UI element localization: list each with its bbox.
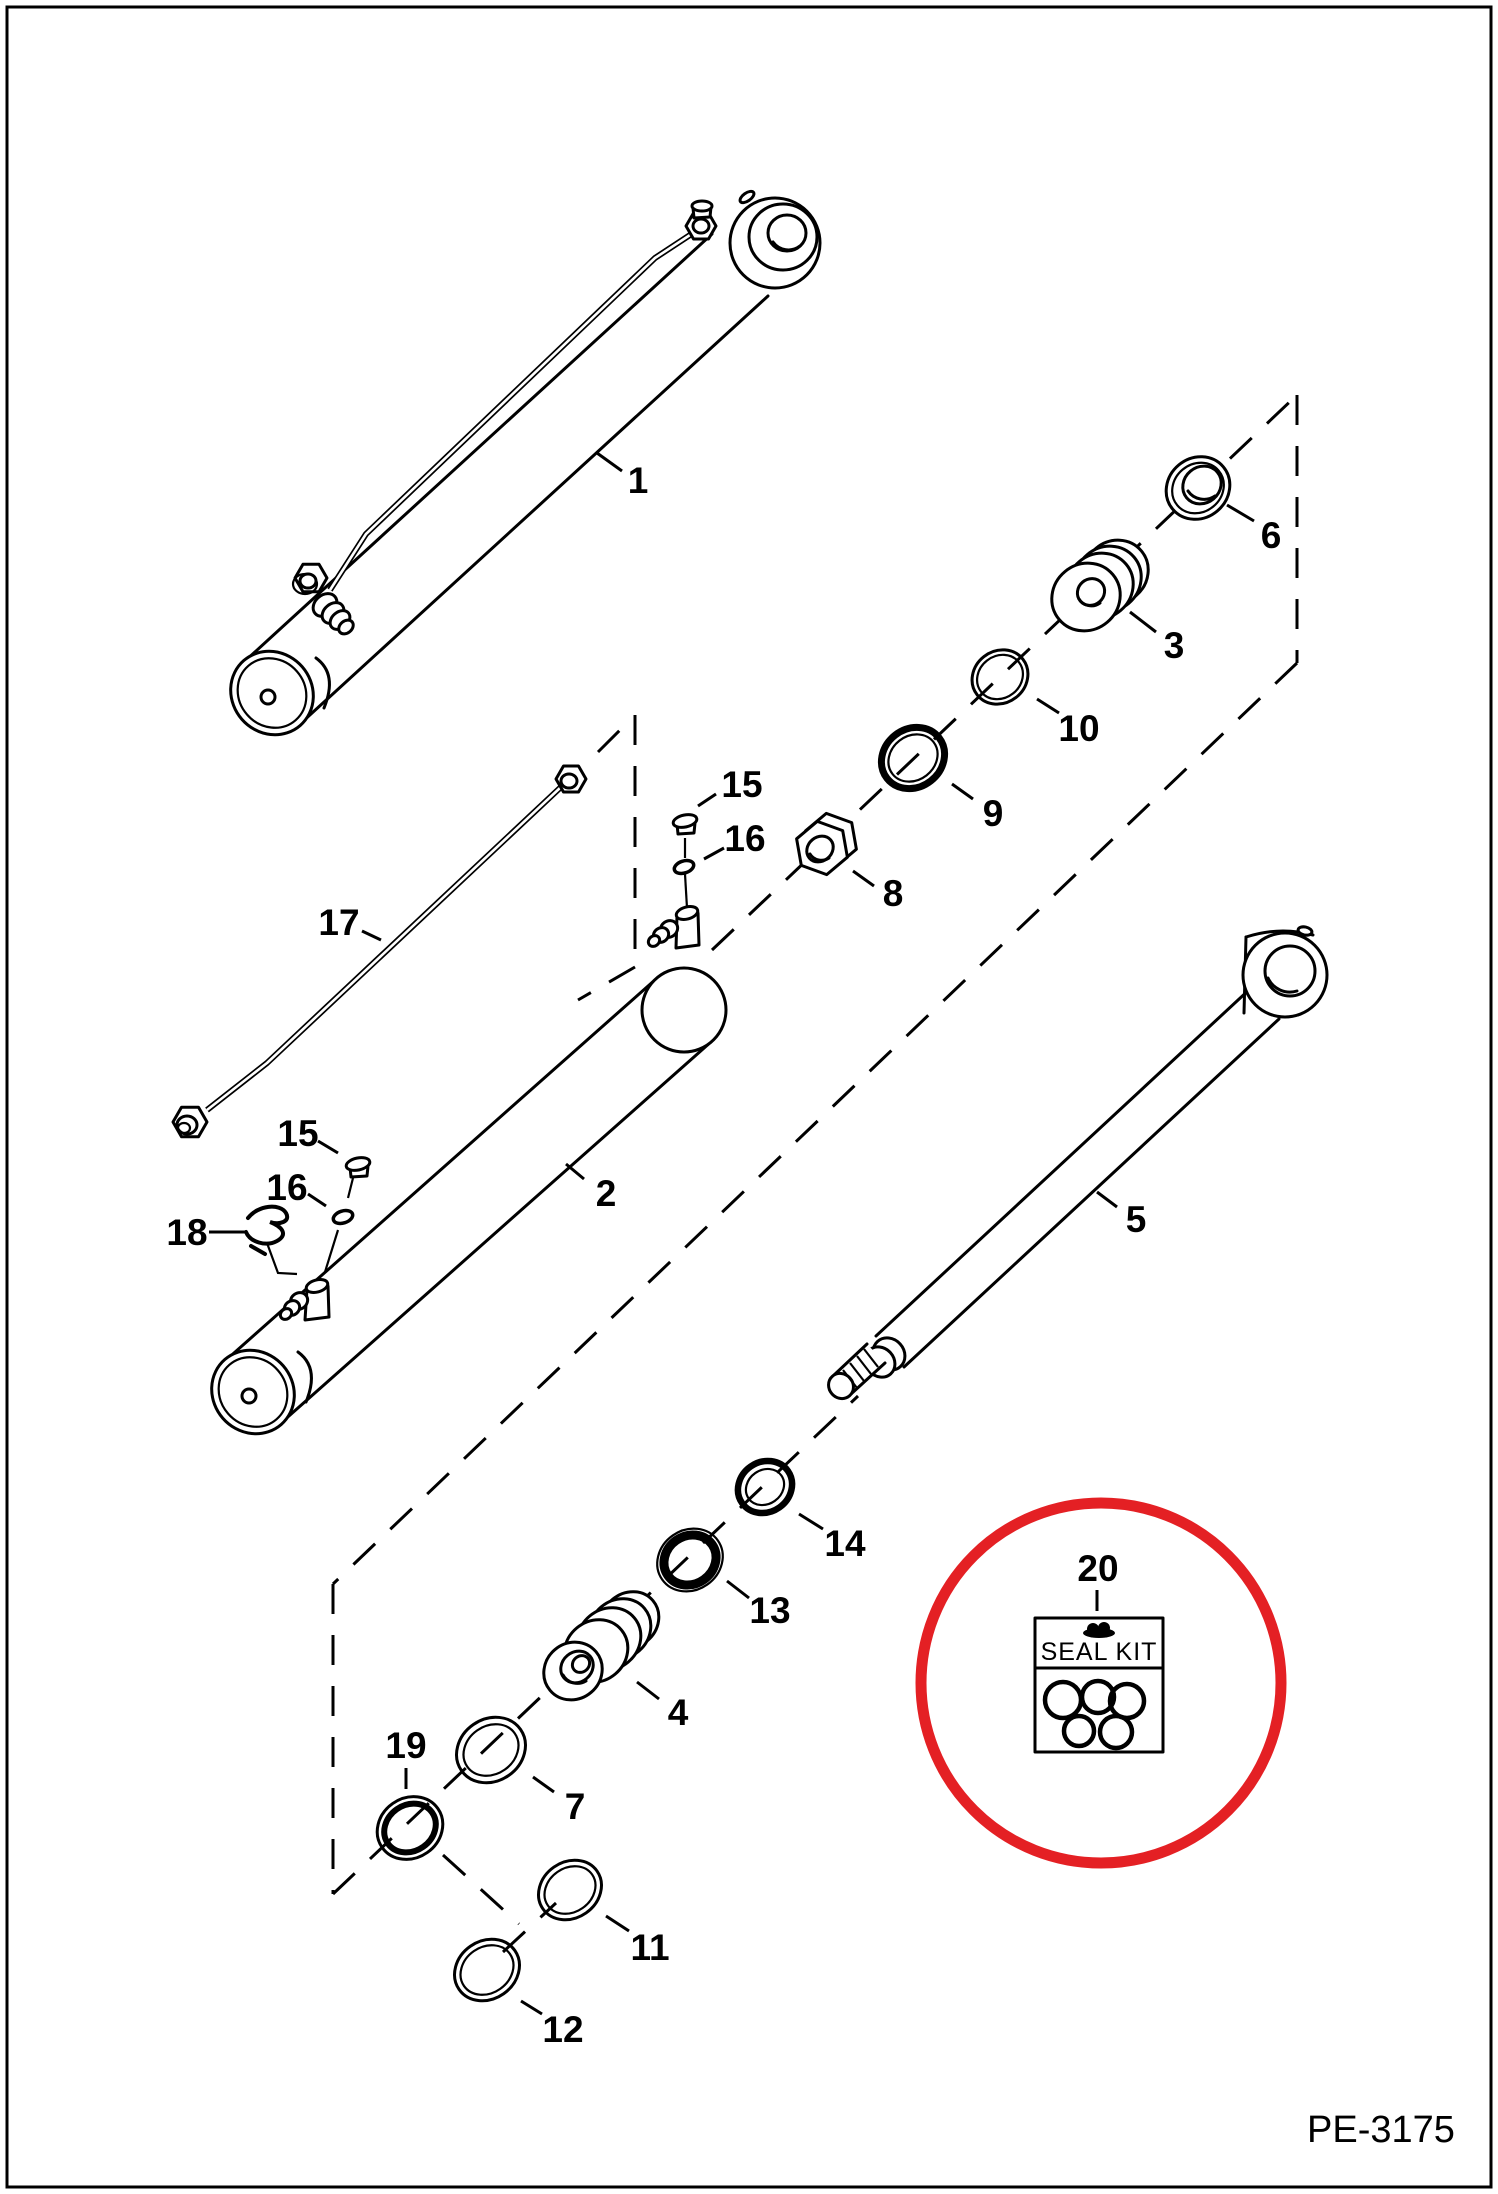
part-16-o-ring-top [673, 858, 696, 876]
callout-leader-16 [308, 1194, 326, 1206]
callout-leader-10 [1037, 699, 1059, 713]
tube-17 [173, 766, 586, 1137]
callout-leader-6 [1227, 505, 1254, 521]
page-border [7, 7, 1491, 2187]
callout-leader-5 [1097, 1192, 1117, 1207]
callout-leader-1 [597, 453, 622, 471]
figure-code: PE-3175 [1307, 2109, 1455, 2151]
callout-2: 2 [595, 1173, 617, 1214]
callout-leader-15 [318, 1141, 338, 1153]
callout-leader-13 [727, 1581, 749, 1598]
callout-leader-15 [698, 794, 716, 806]
callout-3: 3 [1163, 625, 1185, 666]
callout-5: 5 [1125, 1199, 1147, 1240]
callout-16: 16 [266, 1167, 308, 1208]
part-3-piston [1038, 527, 1161, 645]
callout-leader-11 [606, 1916, 629, 1931]
callout-12: 12 [542, 2009, 584, 2050]
callout-8: 8 [882, 873, 904, 914]
callout-4: 4 [667, 1692, 689, 1733]
callout-10: 10 [1058, 708, 1100, 749]
part-8-gland-nut [797, 813, 857, 874]
cylinder-1-assembly [214, 189, 820, 752]
callout-14: 14 [824, 1523, 866, 1564]
callout-leader-3 [1130, 612, 1156, 632]
part-16-o-ring-bottom [332, 1208, 355, 1226]
cylinder-2-head-dome [642, 968, 726, 1052]
callout-leader-17 [362, 931, 381, 940]
callout-leader-4 [637, 1682, 659, 1699]
callout-leader-7 [533, 1777, 554, 1792]
callout-6: 6 [1260, 515, 1282, 556]
seal-kit-label: SEAL KIT [1040, 1638, 1158, 1666]
callout-17: 17 [318, 902, 360, 943]
callout-15: 15 [721, 764, 763, 805]
callout-leader-12 [521, 2001, 542, 2014]
callout-1: 1 [627, 460, 649, 501]
callout-7: 7 [564, 1786, 586, 1827]
callout-13: 13 [749, 1590, 791, 1631]
callout-19: 19 [385, 1725, 427, 1766]
callout-9: 9 [982, 793, 1004, 834]
part-7-o-ring [444, 1704, 539, 1796]
callout-20: 20 [1077, 1548, 1119, 1589]
part-13-rod-seal [645, 1516, 735, 1604]
callout-18: 18 [166, 1212, 208, 1253]
cylinder-1-head-fitting [686, 201, 716, 239]
callout-leader-16 [704, 848, 724, 859]
part-19-ring [365, 1784, 455, 1872]
callout-leader-2 [566, 1164, 584, 1179]
part-11-o-ring [527, 1848, 613, 1932]
rod-5 [823, 926, 1327, 1404]
callout-16: 16 [724, 818, 766, 859]
callout-leader-8 [853, 871, 874, 886]
callout-11: 11 [630, 1927, 670, 1968]
callout-leader-14 [799, 1514, 823, 1529]
callout-leader-9 [952, 784, 973, 799]
callout-15: 15 [277, 1113, 319, 1154]
part-18-clip [246, 1207, 297, 1274]
cylinder-2-head-fitting [646, 904, 699, 948]
